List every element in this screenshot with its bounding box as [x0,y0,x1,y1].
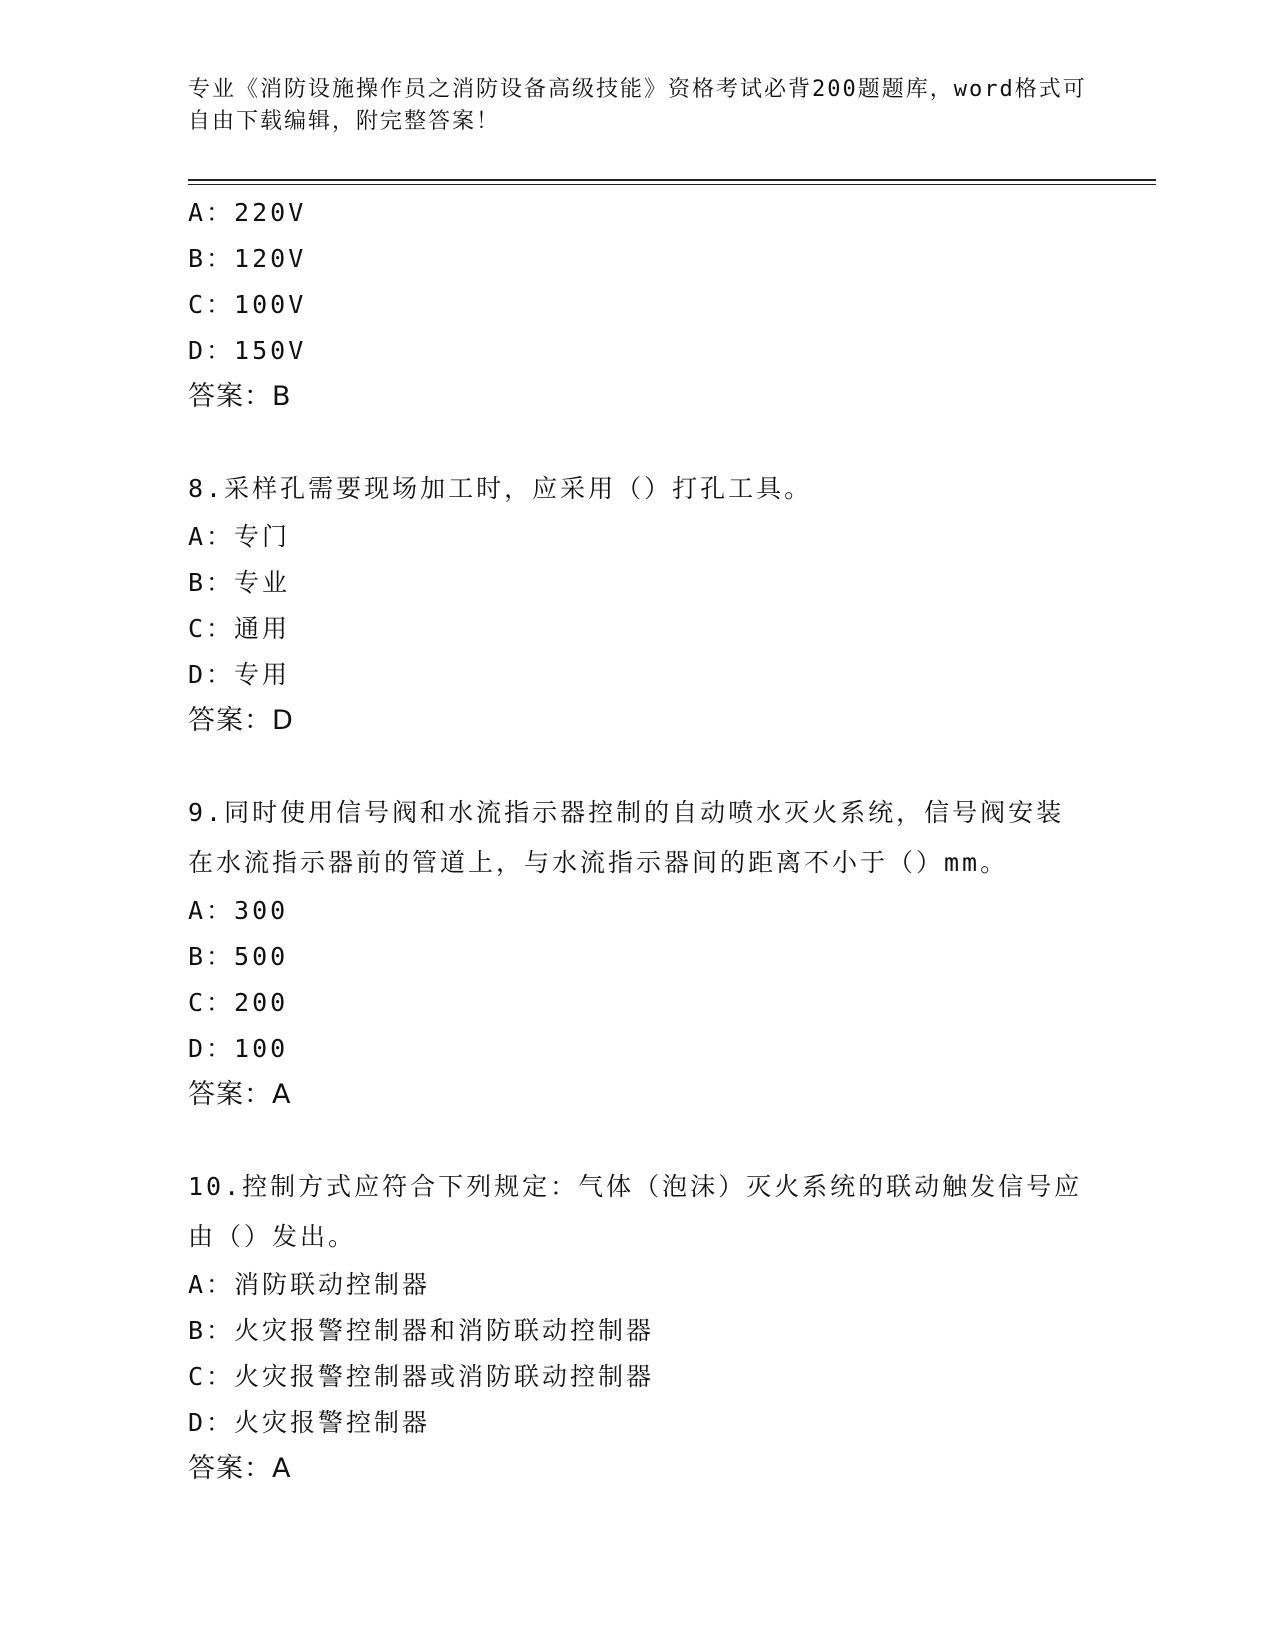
option-a: A：300 [188,896,289,925]
option-a: A：220V [188,198,307,227]
option-b: B：120V [188,244,307,273]
question-9 [188,788,1088,1118]
document-header: 专业《消防设施操作员之消防设备高级技能》资格考试必背200题题库，word格式可自由下载编辑，附完整答案！ [188,77,1087,134]
answer-line: 答案：A [188,1453,292,1484]
option-b: B：火灾报警控制器和消防联动控制器 [188,1316,655,1345]
answer-line: 答案：B [188,381,292,412]
spacer [188,744,1088,788]
question-7 [188,190,1088,420]
question-list [188,190,1088,1492]
answer-line: 答案：D [188,705,294,736]
question-10 [188,1162,1088,1492]
option-c: C：火灾报警控制器或消防联动控制器 [188,1362,655,1391]
option-c: C：200 [188,988,289,1017]
option-a: A：消防联动控制器 [188,1270,431,1299]
option-d: D：100 [188,1034,289,1063]
spacer [188,1118,1088,1162]
option-d: D：专用 [188,660,291,689]
answer-line: 答案：A [188,1079,292,1110]
header-divider-thick [188,179,1156,181]
spacer [188,420,1088,464]
option-c: C：通用 [188,614,291,643]
question-8 [188,464,1088,744]
question-stem: 9.同时使用信号阀和水流指示器控制的自动喷水灭火系统，信号阀安装在水流指示器前的管道上，与水流指示器间的距离不小于（）mm。 [188,798,1065,877]
option-b: B：专业 [188,568,291,597]
question-stem: 10.控制方式应符合下列规定：气体（泡沫）灭火系统的联动触发信号应由（）发出。 [188,1172,1083,1251]
header-divider-thin [188,184,1156,185]
option-d: D：火灾报警控制器 [188,1408,431,1437]
option-d: D：150V [188,336,307,365]
option-c: C：100V [188,290,307,319]
option-b: B：500 [188,942,289,971]
option-a: A：专门 [188,522,291,551]
question-stem: 8.采样孔需要现场加工时，应采用（）打孔工具。 [188,474,813,503]
